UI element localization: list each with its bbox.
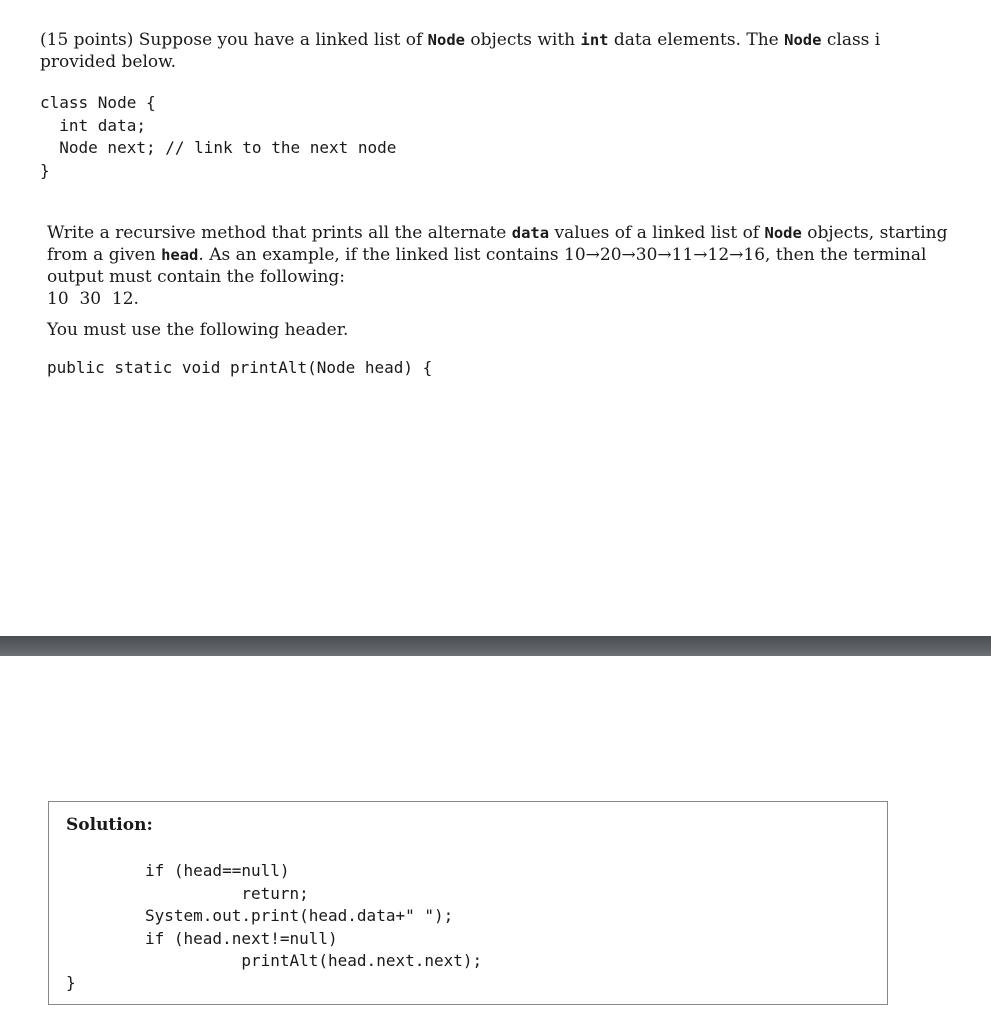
- problem-statement: [47, 222, 947, 310]
- header-instruction: You must use the following header.: [47, 320, 349, 340]
- solution-code-line: if (head==null): [145, 861, 290, 880]
- intro-line-2: provided below.: [40, 52, 177, 72]
- solution-code-line: return;: [145, 883, 309, 903]
- page-divider: [0, 636, 991, 656]
- code-line: class Node {: [40, 93, 156, 112]
- solution-code: [145, 860, 482, 973]
- question-intro: [40, 29, 940, 73]
- problem-line-3: output must contain the following:: [47, 267, 345, 287]
- closing-brace: }: [66, 973, 76, 992]
- code-line: int data;: [40, 115, 146, 135]
- problem-line-1: Write a recursive method that prints all the alternate data values of a linked list of Node objects, starting: [47, 223, 948, 243]
- intro-line-1: (15 points) Suppose you have a linked list of Node objects with int data elements. The Node class i: [40, 30, 881, 50]
- problem-line-2: from a given head. As an example, if the linked list contains 10→20→30→11→12→16, then the terminal: [47, 245, 927, 265]
- method-header-code: public static void printAlt(Node head) {: [47, 358, 433, 377]
- solution-title: Solution:: [66, 815, 153, 835]
- code-line: }: [40, 160, 50, 180]
- solution-box: [48, 801, 888, 1005]
- solution-code-line: if (head.next!=null): [145, 928, 338, 948]
- node-class-code: [40, 92, 396, 182]
- solution-code-line: printAlt(head.next.next);: [145, 951, 483, 970]
- solution-code-line: System.out.print(head.data+" ");: [145, 906, 454, 925]
- example-output: 10 30 12.: [47, 289, 139, 309]
- code-line: Node next; // link to the next node: [40, 138, 397, 157]
